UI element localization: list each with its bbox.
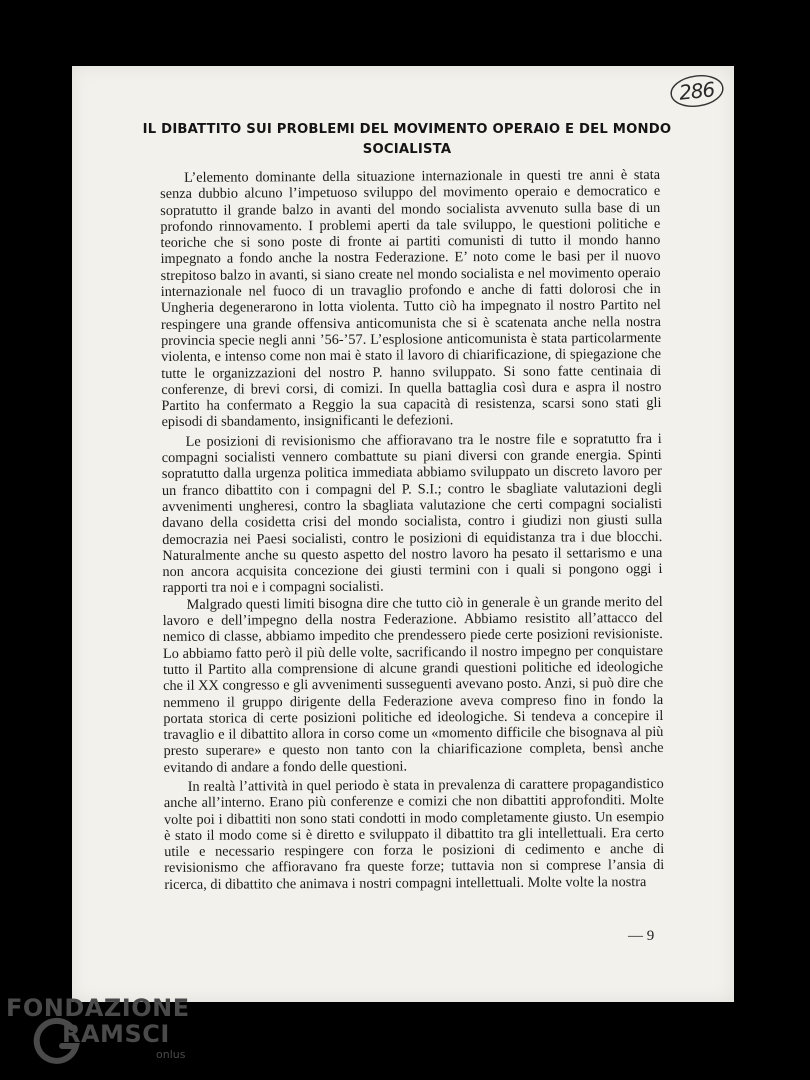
watermark-line-2: RAMSCI	[62, 1020, 170, 1048]
paragraph-2: Le posizioni di revisionismo che affioravano tra le nostre file e sopratutto fra i compagni socialisti vennero combattute su piani diversi con grande energia. Spinti sopratutto dalla urgenza politica immediata abbiamo sviluppato un discreto lavoro per un franco dibattito con i compagni del P. S.I.; contro le sbagliate valutazioni degli avvenimenti ungheresi, contro la sbagliata valutazione che certi compagni socialisti davano della cosidetta crisi del mondo socialista, contro i giudizi non giusti sulla democrazia nei Paesi socialisti, contro le posizioni di equidistanza tra i due blocchi. Naturalmente anche su questo aspetto del nostro lavoro ha pesato il settarismo e una non ancora acquisita concezione dei giusti termini con i quali si pongono oggi i rapporti tra noi e i compagni socialisti.	[161, 430, 663, 597]
paragraph-4: In realtà l’attività in quel periodo è stata in prevalenza di carattere propagandistico anche all’interno. Erano più conferenze e comizi che non dibattiti approfonditi. Molte volte poi i dibattiti non sono stati condotti in modo completamente giusto. Un esempio è stato il modo come si è diretto e sviluppato il dibattito tra gli intellettuali. Era certo utile e necessario respingere con forza le posizioni di cedimento e anche di revisionismo che affioravano fra queste forze; tuttavia non si comprese l’ansia di ricerca, di dibattito che animava i nostri compagni intellettuali. Molte volte la nostra	[163, 775, 665, 893]
watermark-line-1: FONDAZIONE	[6, 994, 190, 1022]
watermark-line-3: onlus	[156, 1048, 186, 1061]
fondazione-gramsci-watermark	[6, 990, 216, 1076]
handwritten-number-text: 286	[678, 77, 716, 105]
page-number: — 9	[628, 928, 655, 944]
document-page	[72, 66, 734, 1002]
page-title: IL DIBATTITO SUI PROBLEMI DEL MOVIMENTO OPERAIO E DEL MONDO SOCIALISTA	[142, 122, 672, 157]
paragraph-1: L’elemento dominante della situazione internazionale in questi tre anni è stata senza dubbio alcuno l’impetuoso sviluppo del movimento operaio e democratico e sopratutto il grande balzo in avanti del mondo socialista avvenuto sulla base di un profondo rinnovamento. I problemi aperti da tale sviluppo, le questioni politiche e teoriche che si sono poste di fronte ai partiti comunisti di tutto il mondo hanno impegnato a fondo anche la nostra Federazione. E’ noto come le basi per il nuovo strepitoso balzo in avanti, si siano create nel mondo socialista e nel movimento operaio internazionale nel fuoco di un travaglio profondo e anche di fatti dolorosi che in Ungheria degenerarono in lotta violenta. Tutto ciò ha impegnato il nostro Partito nel respingere una grande offensiva anticomunista che si è scatenata anche nella nostra provincia specie negli anni ’56-’57. L’esplosione anticomunista è stata particolarmente violenta, e intenso come non mai è stato il lavoro di chiarificazione, di spiegazione che tutte le organizzazioni del nostro P. hanno sviluppato. Si sono fatte centinaia di conferenze, di brevi corsi, di comizi. In quella battaglia così dura e aspra il nostro Partito ha confermato a Reggio la sua capacità di resistenza, scarsi sono stati gli episodi di sbandamento, insignificanti le defezioni.	[160, 166, 662, 431]
paragraph-3: Malgrado questi limiti bisogna dire che tutto ciò in generale è un grande merito del lavoro e dell’impegno della nostra Federazione. Abbiamo resistito all’attacco del nemico di classe, abbiamo impedito che prendessero piede certe posizioni revisioniste. Lo abbiamo fatto però il più delle volte, sacrificando il nostro impegno per conquistare tutto il Partito alla comprensione di alcune grandi questioni politiche ed ideologiche che il XX congresso e gli avvenimenti susseguenti avevano posto. Anzi, si può dire che nemmeno il gruppo dirigente della Federazione aveva compreso fino in fondo la portata storica di certe posizioni politiche ed ideologiche. Si tendeva a concepire il travaglio e il dibattito allora in corso come un «momento difficile che bisognava al più presto superare» e questo non tanto con la chiarificazione completa, bensì anche evitando di andare a fondo delle questioni.	[162, 593, 664, 776]
article-body	[160, 167, 664, 893]
handwritten-page-number	[668, 72, 726, 110]
